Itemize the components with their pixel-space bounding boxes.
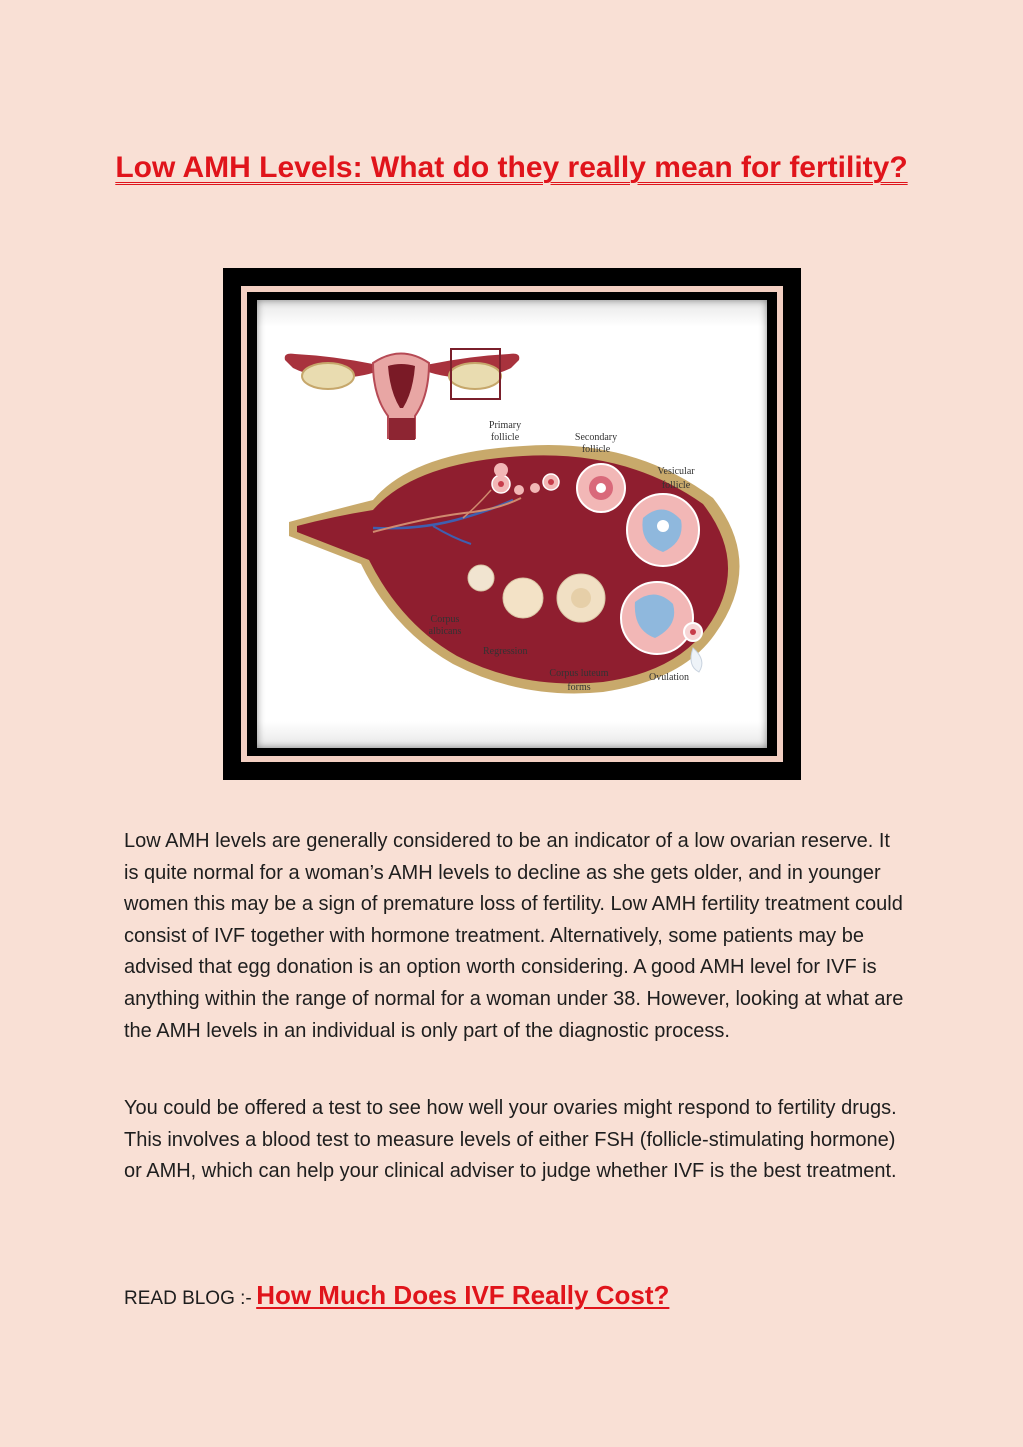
label-corpus-luteum-2: forms — [567, 682, 591, 693]
ovary-diagram-figure — [223, 268, 801, 780]
label-primary-follicle-1: Primary — [488, 420, 522, 431]
blog-link[interactable]: How Much Does IVF Really Cost? — [256, 1280, 670, 1310]
label-primary-follicle-2: follicle — [490, 432, 520, 443]
label-regression: Regression — [483, 646, 528, 657]
uterus-illustration — [285, 349, 520, 440]
label-corpus-luteum-1: Corpus luteum — [549, 668, 609, 679]
label-secondary-follicle-1: Secondary — [574, 432, 618, 443]
label-secondary-follicle-2: follicle — [581, 444, 611, 455]
ovary-illustration — [223, 268, 801, 780]
label-vesicular-follicle-1: Vesicular — [657, 466, 695, 477]
read-blog-label: READ BLOG :- — [124, 1288, 252, 1309]
label-ovulation: Ovulation — [649, 672, 689, 683]
label-corpus-albicans-1: Corpus — [430, 614, 460, 625]
body-paragraph-2: You could be offered a test to see how well your ovaries might respond to fertility drugs. This involves a blood test to measure levels of either FSH (follicle-stimulating hormone) or AMH, which can help your clinical adviser to judge whether IVF is the best treatment. — [124, 1097, 897, 1183]
read-blog-line — [124, 1280, 669, 1311]
label-vesicular-follicle-2: follicle — [661, 480, 691, 491]
label-corpus-albicans-2: albicans — [428, 626, 462, 637]
body-paragraph-1: Low AMH levels are generally considered to be an indicator of a low ovarian reserve. It is quite normal for a woman’s AMH levels to decline as she gets older, and in younger women this may be a sign of premature loss of fertility. Low AMH fertility treatment could consist of IVF together with hormone treatment. Alternatively, some patients may be advised that egg donation is an option worth considering. A good AMH level for IVF is anything within the range of normal for a woman under 38. However, looking at what are the AMH levels in an individual is only part of the diagnostic process. — [124, 830, 904, 1042]
page-title: Low AMH Levels: What do they really mean for fertility? — [115, 151, 908, 184]
